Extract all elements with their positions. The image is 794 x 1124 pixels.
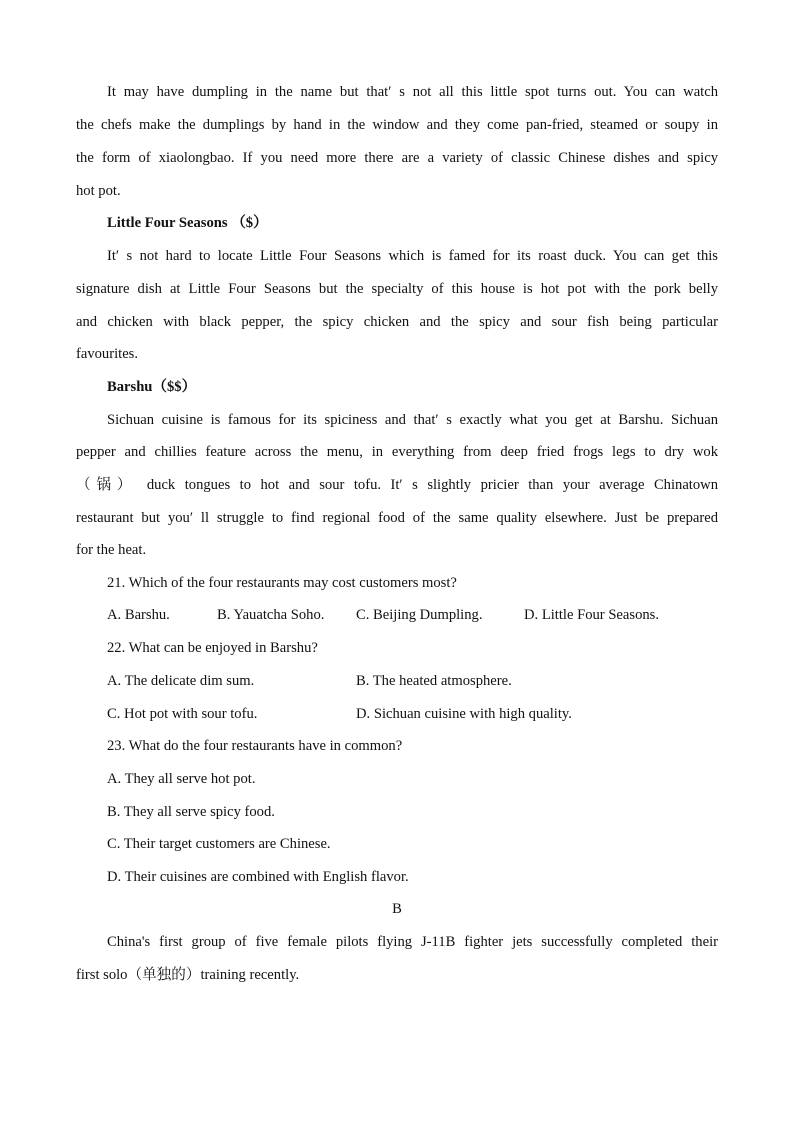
paragraph-line: （锅） duck tongues to hot and sour tofu. It′ s slightly pricier than your average Chinatown — [76, 477, 718, 493]
answer-option: D. Their cuisines are combined with English flavor. — [107, 869, 409, 885]
paragraph-line: the form of xiaolongbao. If you need more there are a variety of classic Chinese dishes and spicy — [76, 150, 718, 166]
paragraph-line: and chicken with black pepper, the spicy chicken and the spicy and sour fish being particular — [76, 314, 718, 330]
answer-option: C. Hot pot with sour tofu. — [107, 706, 258, 722]
answer-option: A. The delicate dim sum. — [107, 673, 255, 689]
paragraph-line: hot pot. — [76, 183, 121, 199]
paragraph-line: favourites. — [76, 346, 139, 362]
question-stem: 22. What can be enjoyed in Barshu? — [107, 640, 318, 656]
answer-option: D. Sichuan cuisine with high quality. — [356, 706, 572, 722]
answer-option: B. The heated atmosphere. — [356, 673, 512, 689]
section-label-b: B — [392, 901, 402, 917]
paragraph-line: the chefs make the dumplings by hand in the window and they come pan-fried, steamed or soupy in — [76, 117, 718, 133]
paragraph-line: pepper and chillies feature across the menu, in everything from deep fried frogs legs to dry wok — [76, 444, 718, 460]
question-stem: 21. Which of the four restaurants may cost customers most? — [107, 575, 457, 591]
answer-option: B. Yauatcha Soho. — [217, 607, 325, 623]
paragraph-line: first solo（单独的）training recently. — [76, 967, 300, 983]
answer-option: A. They all serve hot pot. — [107, 771, 256, 787]
answer-option: C. Beijing Dumpling. — [356, 607, 483, 623]
paragraph-line: for the heat. — [76, 542, 147, 558]
answer-option: B. They all serve spicy food. — [107, 804, 275, 820]
answer-option: D. Little Four Seasons. — [524, 607, 659, 623]
paragraph-line: Sichuan cuisine is famous for its spiciness and that′ s exactly what you get at Barshu. Sichuan — [107, 412, 718, 428]
answer-option: A. Barshu. — [107, 607, 170, 623]
paragraph-line: China's first group of five female pilots flying J-11B fighter jets successfully completed their — [107, 934, 718, 950]
restaurant-heading-little-four-seasons: Little Four Seasons （$） — [107, 215, 268, 231]
paragraph-line: restaurant but you′ ll struggle to find regional food of the same quality elsewhere. Just be prepared — [76, 510, 718, 526]
question-stem: 23. What do the four restaurants have in common? — [107, 738, 403, 754]
answer-option: C. Their target customers are Chinese. — [107, 836, 331, 852]
paragraph-line: signature dish at Little Four Seasons but the specialty of this house is hot pot with the pork belly — [76, 281, 718, 297]
restaurant-heading-barshu: Barshu（$$） — [107, 379, 197, 395]
paragraph-line: It may have dumpling in the name but that′ s not all this little spot turns out. You can watch — [107, 84, 718, 100]
paragraph-line: It′ s not hard to locate Little Four Seasons which is famed for its roast duck. You can get this — [107, 248, 718, 264]
